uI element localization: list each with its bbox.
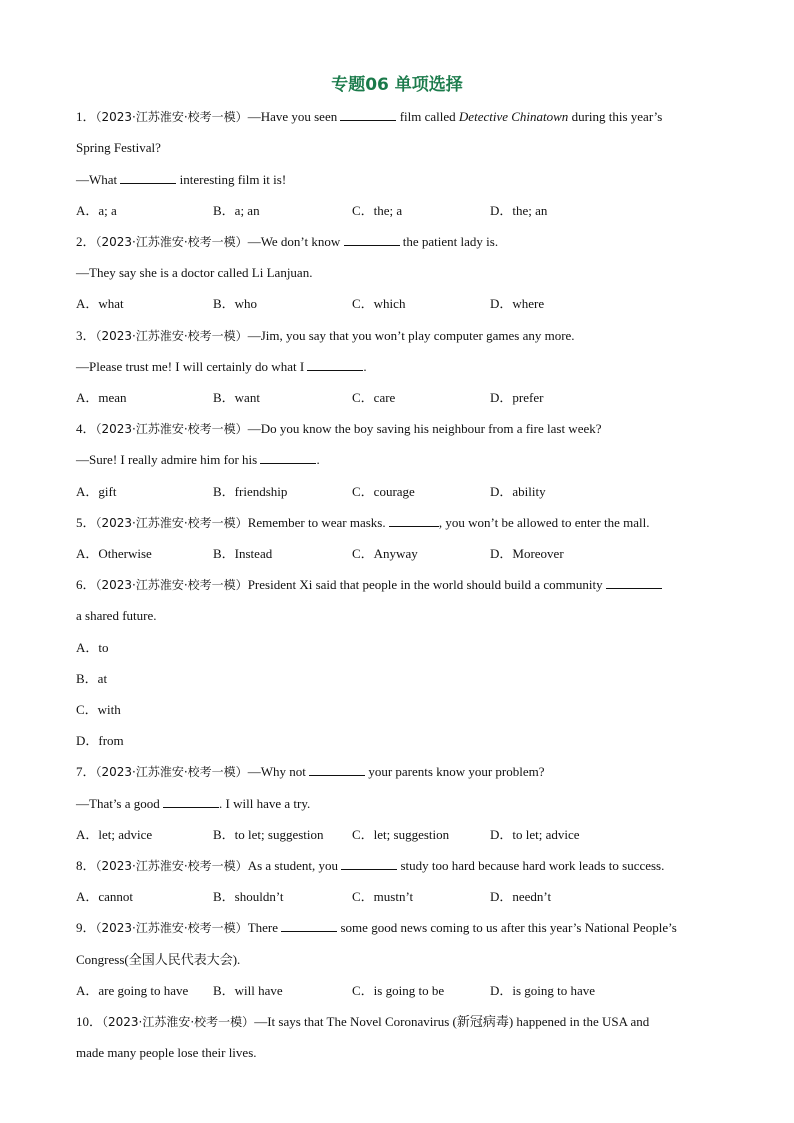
option-a: A．what [76,296,124,311]
option-b: B．who [213,296,258,311]
question-3-line-1: 3．（2023·江苏淮安·校考一模）—Jim, you say that you won’t play computer games any more. [76,328,575,343]
answer-blank [341,857,397,870]
option-d: D．Moreover [490,546,564,561]
option-c: C．care [352,390,396,405]
question-source: （2023·江苏淮安·校考一模） [95,422,248,436]
option-b: B．friendship [213,484,288,499]
answer-blank [281,919,337,932]
option-b: B．to let; suggestion [213,827,324,842]
option-c: C．let; suggestion [352,827,450,842]
question-10-line-1: 10．（2023·江苏淮安·校考一模）—It says that The Novel Coronavirus (新冠病毒) happened in the USA and [76,1014,650,1029]
option-d: D．is going to have [490,983,596,998]
question-10-line-2: made many people lose their lives. [76,1045,257,1060]
question-2-line-1: 2．（2023·江苏淮安·校考一模）—We don’t know the patient lady is. [76,234,499,249]
question-9-line-1: 9．（2023·江苏淮安·校考一模）There some good news coming to us after this year’s National People’s [76,920,677,935]
answer-blank [163,795,219,808]
question-number: 9． [76,920,96,935]
question-number: 8． [76,858,96,873]
option-c: C．mustn’t [352,889,414,904]
option-d: D．ability [490,484,546,499]
question-4-line-1: 4．（2023·江苏淮安·校考一模）—Do you know the boy saving his neighbour from a fire last week? [76,421,602,436]
question-number: 4． [76,421,96,436]
option-d: D．from [76,733,124,748]
question-1-line-3: —What interesting film it is! [76,172,287,187]
question-6-line-2: a shared future. [76,608,157,623]
option-b: B．want [213,390,260,405]
question-source: （2023·江苏淮安·校考一模） [95,516,248,530]
question-source: （2023·江苏淮安·校考一模） [95,329,248,343]
answer-blank [606,576,662,589]
question-1-line-2: Spring Festival? [76,140,161,155]
question-source: （2023·江苏淮安·校考一模） [95,110,248,124]
option-b: B．shouldn’t [213,889,284,904]
option-d: D．needn’t [490,889,552,904]
option-a: A．are going to have [76,983,189,998]
answer-blank [389,514,439,527]
question-5-line-1: 5．（2023·江苏淮安·校考一模）Remember to wear masks. , you won’t be allowed to enter the mall. [76,515,650,530]
question-number: 10． [76,1014,103,1029]
option-c: C．the; a [352,203,403,218]
answer-blank [309,763,365,776]
question-number: 2． [76,234,96,249]
question-1-line-1: 1．（2023·江苏淮安·校考一模）—Have you seen film called Detective Chinatown during this year’s [76,109,663,124]
page-title: 专题06 单项选择 [331,75,463,95]
option-a: A．a; a [76,203,117,218]
question-source: （2023·江苏淮安·校考一模） [102,1015,255,1029]
answer-blank [340,108,396,121]
option-b: B．Instead [213,546,273,561]
question-number: 7． [76,764,96,779]
question-source: （2023·江苏淮安·校考一模） [95,921,248,935]
option-c: C．which [352,296,406,311]
option-d: D．where [490,296,545,311]
option-a: A．let; advice [76,827,153,842]
answer-blank [307,358,363,371]
option-d: D．to let; advice [490,827,580,842]
option-c: C．Anyway [352,546,418,561]
question-number: 6． [76,577,96,592]
option-b: B．a; an [213,203,260,218]
question-number: 1． [76,109,96,124]
option-d: D．prefer [490,390,544,405]
question-number: 3． [76,328,96,343]
option-a: A．gift [76,484,117,499]
answer-blank [120,171,176,184]
question-3-line-2: —Please trust me! I will certainly do what I . [76,359,367,374]
question-7-line-2: —That’s a good . I will have a try. [76,796,311,811]
question-7-line-1: 7．（2023·江苏淮安·校考一模）—Why not your parents know your problem? [76,764,545,779]
option-a: A．to [76,640,109,655]
option-a: A．mean [76,390,127,405]
option-b: B．at [76,671,108,686]
question-source: （2023·江苏淮安·校考一模） [95,578,248,592]
option-b: B．will have [213,983,283,998]
question-6-line-1: 6．（2023·江苏淮安·校考一模）President Xi said that people in the world should build a community [76,576,662,594]
question-source: （2023·江苏淮安·校考一模） [95,765,248,779]
option-c: C．with [76,702,121,717]
question-number: 5． [76,515,96,530]
option-d: D．the; an [490,203,548,218]
answer-blank [260,451,316,464]
film-title: Detective Chinatown [458,109,569,124]
question-2-line-2: —They say she is a doctor called Li Lanjuan. [76,265,313,280]
question-source: （2023·江苏淮安·校考一模） [95,859,248,873]
question-8-line-1: 8．（2023·江苏淮安·校考一模）As a student, you study too hard because hard work leads to success. [76,858,665,873]
question-9-line-2: Congress(全国人民代表大会). [76,952,241,967]
question-4-line-2: —Sure! I really admire him for his . [76,452,320,467]
option-c: C．is going to be [352,983,445,998]
question-source: （2023·江苏淮安·校考一模） [95,235,248,249]
answer-blank [344,233,400,246]
option-c: C．courage [352,484,415,499]
option-a: A．cannot [76,889,134,904]
option-a: A．Otherwise [76,546,152,561]
